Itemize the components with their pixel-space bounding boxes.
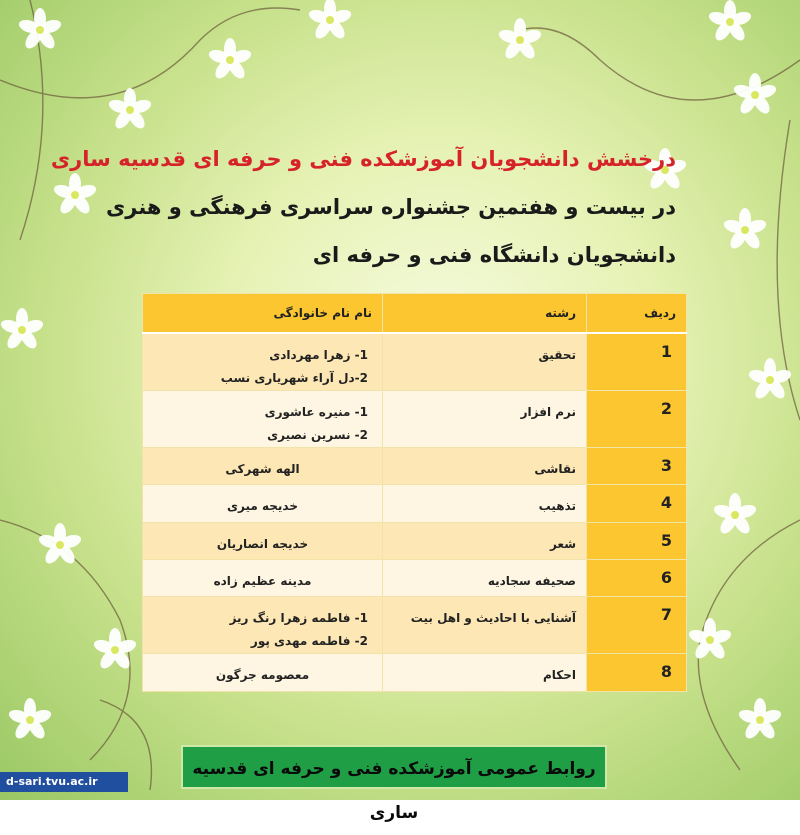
row-number: 1 <box>587 333 687 391</box>
row-number: 8 <box>587 654 687 692</box>
participant-name: 2- نسرین نصیری <box>267 428 368 442</box>
flower-icon <box>712 493 758 536</box>
flower-icon <box>92 628 138 671</box>
title-line-2: در بیست و هفتمین جشنواره سراسری فرهنگی و هنری <box>106 195 676 219</box>
row-names <box>143 448 383 485</box>
participant-name: 1- فاطمه زهرا رنگ ریز <box>229 611 368 625</box>
row-field: شعر <box>383 523 587 560</box>
row-field: نقاشی <box>383 448 587 485</box>
flower-icon <box>687 618 733 661</box>
participant-name: 1- زهرا مهردادی <box>269 348 368 362</box>
table-row <box>143 333 687 391</box>
participant-name: 1- منیره عاشوری <box>264 405 368 419</box>
row-names <box>143 485 383 523</box>
table-header-row <box>143 294 687 334</box>
row-number: 4 <box>587 485 687 523</box>
column-header-name: نام نام خانوادگی <box>143 294 383 334</box>
flower-icon <box>307 0 353 41</box>
row-field: نرم افزار <box>383 391 587 448</box>
table-row <box>143 560 687 597</box>
table-row <box>143 523 687 560</box>
awards-table <box>142 293 687 692</box>
row-number: 6 <box>587 560 687 597</box>
flower-icon <box>497 18 543 61</box>
title-line-1: درخشش دانشجویان آموزشکده فنی و حرفه ای قدسیه ساری <box>50 147 676 171</box>
flower-icon <box>7 698 53 741</box>
row-number: 2 <box>587 391 687 448</box>
participant-name: مدینه عظیم زاده <box>213 574 312 588</box>
table-row <box>143 448 687 485</box>
row-names <box>143 654 383 692</box>
row-names <box>143 523 383 560</box>
row-names <box>143 597 383 654</box>
row-number: 7 <box>587 597 687 654</box>
row-field: صحیفه سجادیه <box>383 560 587 597</box>
flower-icon <box>207 38 253 81</box>
row-names <box>143 391 383 448</box>
flower-icon <box>722 208 768 251</box>
row-names <box>143 560 383 597</box>
table-row <box>143 391 687 448</box>
row-field: تذهیب <box>383 485 587 523</box>
participant-name: خدیجه میری <box>227 499 298 513</box>
participant-name: معصومه جرگون <box>215 668 310 682</box>
participant-name: 2-دل آراء شهریاری نسب <box>220 371 368 385</box>
row-number: 5 <box>587 523 687 560</box>
row-field: احکام <box>383 654 587 692</box>
flower-icon <box>0 308 45 351</box>
flower-icon <box>17 8 63 51</box>
flower-icon <box>732 73 778 116</box>
title-line-3: دانشجویان دانشگاه فنی و حرفه ای <box>312 243 676 267</box>
table-row <box>143 485 687 523</box>
participant-name: الهه شهرکی <box>225 462 300 476</box>
participant-name: خدیجه انصاریان <box>216 537 309 551</box>
column-header-row-number: ردیف <box>587 294 687 334</box>
flower-icon <box>737 698 783 741</box>
site-watermark: d-sari.tvu.ac.ir <box>0 772 128 792</box>
row-field: تحقیق <box>383 333 587 391</box>
flower-icon <box>707 0 753 43</box>
table-row <box>143 597 687 654</box>
flower-icon <box>52 173 98 216</box>
participant-name: 2- فاطمه مهدی پور <box>250 634 368 648</box>
row-field: آشنایی با احادیث و اهل بیت <box>383 597 587 654</box>
footer-banner: روابط عمومی آموزشکده فنی و حرفه ای قدسیه ساری <box>181 745 607 789</box>
row-number: 3 <box>587 448 687 485</box>
row-names <box>143 333 383 391</box>
table-row <box>143 654 687 692</box>
column-header-field: رشته <box>383 294 587 334</box>
